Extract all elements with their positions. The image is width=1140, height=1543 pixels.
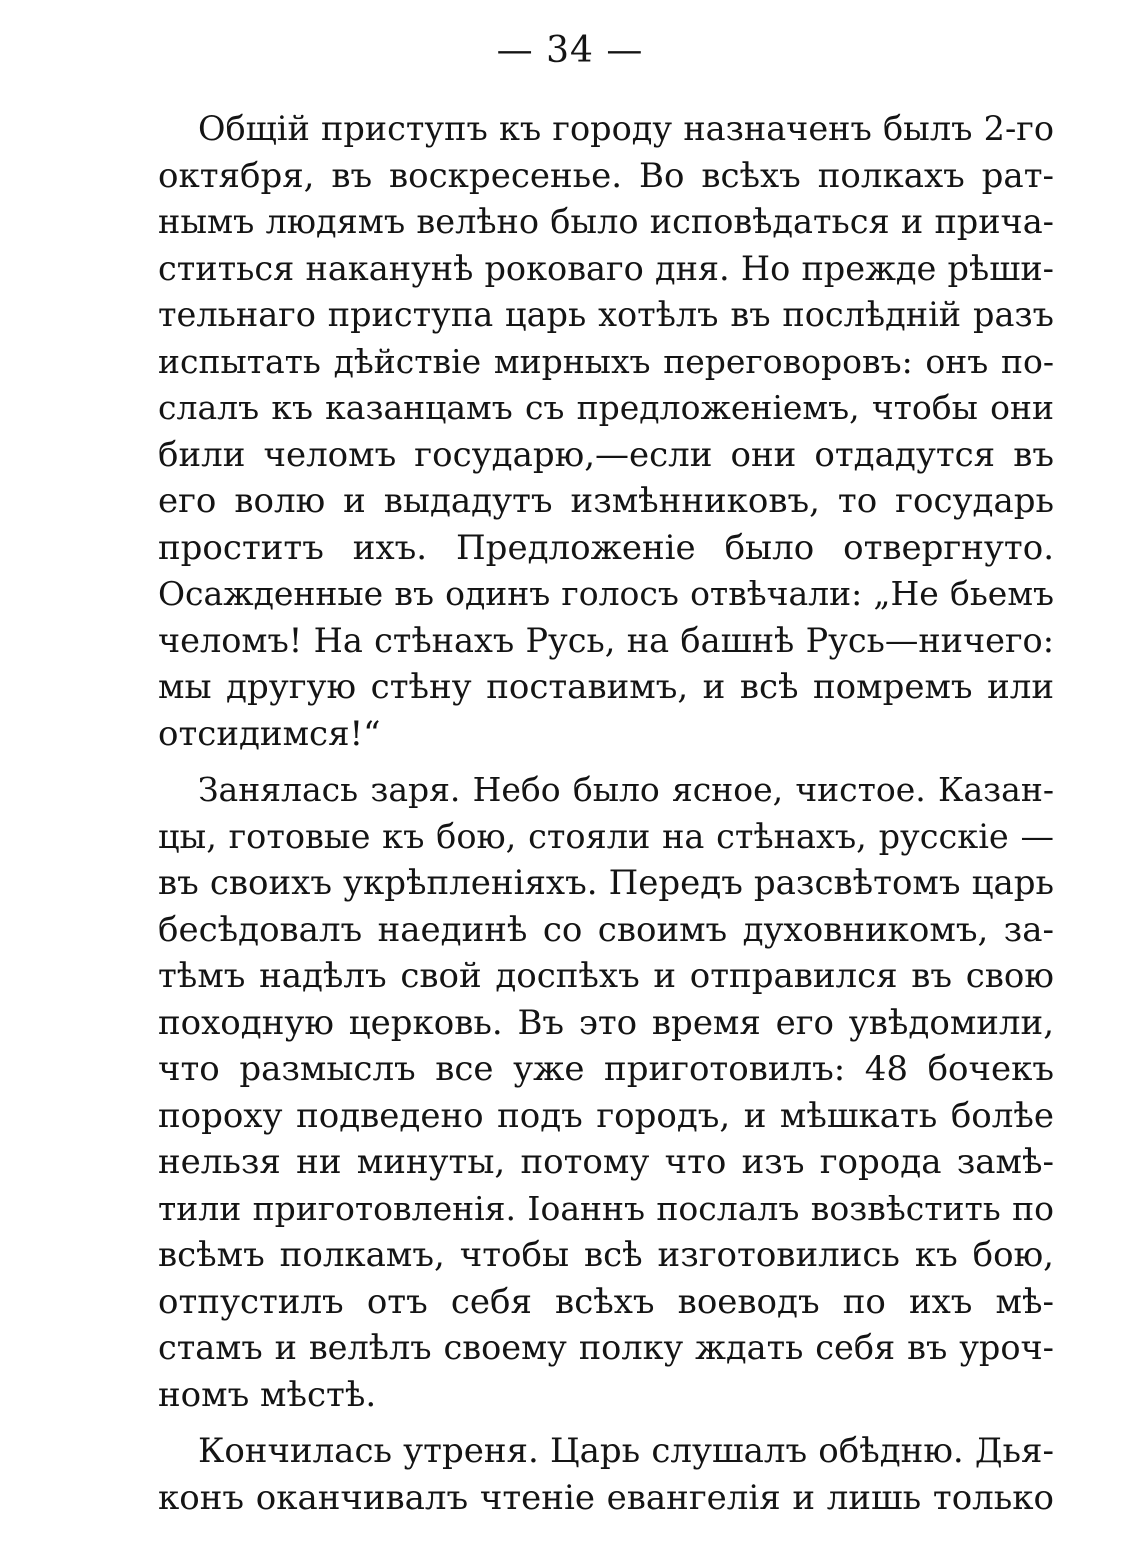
text-line: пороху подведено подъ городъ, и мѣшкать болѣе xyxy=(158,1095,1054,1136)
text-line: его волю и выдадутъ измѣнниковъ, то государь xyxy=(158,481,1054,521)
text-line: номъ мѣстѣ. xyxy=(158,1374,377,1415)
text-line: нельзя ни минуты, потому что изъ города замѣ- xyxy=(158,1142,1054,1182)
text-line: отпустилъ отъ себя всѣхъ воеводъ по ихъ мѣ- xyxy=(158,1281,1054,1322)
text-line: слалъ къ казанцамъ съ предложеніемъ, чтобы они xyxy=(158,388,1054,427)
text-line: цы, готовые къ бою, стояли на стѣнахъ, русскіе — xyxy=(158,816,1054,856)
text-line: бесѣдовалъ наединѣ со своимъ духовникомъ, за- xyxy=(158,909,1054,950)
text-line: тили приготовленія. Іоаннъ послалъ возвѣстить по xyxy=(158,1188,1054,1228)
text-line: тельнаго приступа царь хотѣлъ въ послѣдній разъ xyxy=(158,295,1054,334)
text-line: мы другую стѣну поставимъ, и всѣ помремъ или xyxy=(158,667,1054,707)
text-line: челомъ! На стѣнахъ Русь, на башнѣ Русь—ничего: xyxy=(158,620,1054,660)
text-line: что размыслъ все уже приготовилъ: 48 бочекъ xyxy=(158,1049,1054,1089)
text-line: били челомъ государю,—если они отдадутся въ xyxy=(158,434,1054,475)
text-line: октября, въ воскресенье. Во всѣхъ полкахъ рат- xyxy=(158,155,1054,196)
text-line: конъ оканчивалъ чтеніе евангелія и лишь только xyxy=(158,1477,1054,1518)
text-line: стамъ и велѣлъ своему полку ждать себя въ уроч- xyxy=(158,1328,1054,1367)
text-line: отсидимся!“ xyxy=(158,713,381,754)
paragraph xyxy=(158,767,1054,1418)
text-line: въ своихъ укрѣпленіяхъ. Передъ разсвѣтомъ царь xyxy=(158,863,1054,903)
text-line: всѣмъ полкамъ, чтобы всѣ изготовились къ бою, xyxy=(158,1235,1054,1275)
text-line: Кончилась утреня. Царь слушалъ обѣдню. Дья- xyxy=(198,1431,1054,1471)
text-line: испытать дѣйствіе мирныхъ переговоровъ: онъ по- xyxy=(158,341,1054,381)
text-line: Занялась заря. Небо было ясное, чистое. Казан- xyxy=(198,770,1054,809)
text-line: Осажденные въ одинъ голосъ отвѣчали: „Не бьемъ xyxy=(158,574,1054,613)
paragraph xyxy=(158,1428,1054,1521)
text-line: проститъ ихъ. Предложеніе было отвергнуто. xyxy=(158,527,1054,568)
text-line: нымъ людямъ велѣно было исповѣдаться и прича- xyxy=(158,202,1054,241)
text-line: тѣмъ надѣлъ свой доспѣхъ и отправился въ свою xyxy=(158,956,1054,996)
text-body xyxy=(158,106,1054,1531)
paragraph xyxy=(158,106,1054,757)
text-line: походную церковь. Въ это время его увѣдомили, xyxy=(158,1002,1054,1043)
text-line: ститься наканунѣ роковаго дня. Но прежде рѣши- xyxy=(158,248,1054,288)
text-line: Общій приступъ къ городу назначенъ былъ 2-го xyxy=(198,109,1054,148)
page-number: — 34 — xyxy=(496,30,644,71)
